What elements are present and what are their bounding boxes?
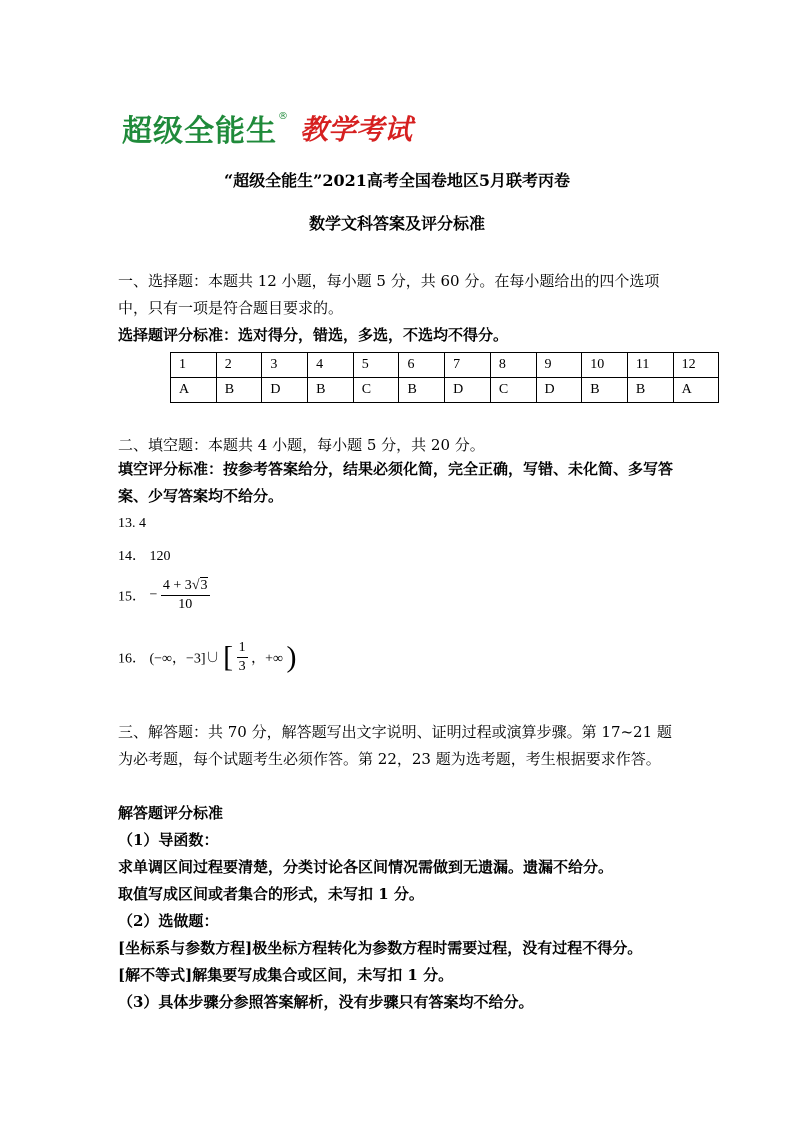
question-number-cell: 7 <box>445 353 491 378</box>
section2-intro: 二、填空题：本题共 4 小题，每小题 5 分，共 20 分。 <box>118 436 485 454</box>
answer-cell: B <box>399 378 445 403</box>
answer-14-number: 14． <box>118 549 146 564</box>
question-number-cell: 6 <box>399 353 445 378</box>
answer-16-fraction <box>237 640 248 675</box>
document-subtitle: 数学文科答案及评分标准 <box>308 214 485 233</box>
answer-16-number: 16． <box>118 651 146 667</box>
fraction-numerator: 1 <box>237 640 248 658</box>
question-number-cell: 8 <box>490 353 536 378</box>
document-title: “超级全能生”2021高考全国卷地区5月联考丙卷 <box>223 171 571 190</box>
fraction-denominator: 10 <box>178 597 193 612</box>
answer-16 <box>118 640 297 675</box>
section2-criteria: 填空评分标准：按参考答案给分，结果必须化简，完全正确，写错、未化简、多写答案、少写答案均不给分。 <box>118 460 674 505</box>
question-number-cell: 9 <box>536 353 582 378</box>
answer-cell: D <box>536 378 582 403</box>
question-number-cell: 3 <box>262 353 308 378</box>
answer-15-number: 15． <box>118 589 146 605</box>
registered-mark: ® <box>278 110 288 122</box>
section3-heading: 解答题评分标准 <box>118 804 224 822</box>
section3-intro: 三、解答题：共 70 分，解答题写出文字说明、证明过程或演算步骤。第 17~21 题为必考题，每个试题考生必须作答。第 22，23 题为选考题，考生根据要求作答。 <box>118 723 672 768</box>
answer-15-sign: − <box>149 587 158 603</box>
question-number-cell: 10 <box>582 353 628 378</box>
brand-logo <box>122 108 412 148</box>
answer-cell: C <box>490 378 536 403</box>
question-number-cell: 11 <box>627 353 673 378</box>
item2-title: （2）选做题： <box>118 912 219 930</box>
logo-brand-text: 超级全能生 <box>122 114 277 149</box>
question-number-cell: 12 <box>673 353 719 378</box>
question-number-cell: 2 <box>216 353 262 378</box>
item1-line1: 求单调区间过程要清楚，分类讨论各区间情况需做到无遗漏。遗漏不给分。 <box>118 858 614 876</box>
answer-15-fraction <box>161 578 210 613</box>
answer-cell: C <box>353 378 399 403</box>
answer-16-left-interval: (−∞，−3]∪ <box>149 651 220 667</box>
section1-criteria: 选择题评分标准：选对得分，错选，多选，不选均不得分。 <box>118 326 509 344</box>
answer-13: 13. 4 <box>118 516 146 531</box>
fraction-numerator <box>161 578 210 596</box>
item1-title: （1）导函数： <box>118 831 219 849</box>
answer-cell: B <box>308 378 354 403</box>
question-number-cell: 4 <box>308 353 354 378</box>
logo-sub-text: 教学考试 <box>300 113 413 146</box>
answer-cell: A <box>171 378 217 403</box>
item2-line2: [解不等式]解集要写成集合或区间，未写扣 1 分。 <box>118 966 454 984</box>
item3: （3）具体步骤分参照答案解析，没有步骤只有答案均不给分。 <box>118 993 534 1011</box>
item1-line2: 取值写成区间或者集合的形式，未写扣 1 分。 <box>118 885 424 903</box>
section1-intro: 一、选择题：本题共 12 小题，每小题 5 分，共 60 分。在每小题给出的四个选项中，只有一项是符合题目要求的。 <box>118 272 660 317</box>
answer-cell: A <box>673 378 719 403</box>
answer-cell: D <box>262 378 308 403</box>
sqrt-icon: √ <box>191 578 200 593</box>
answer-table-answer-row <box>171 378 719 403</box>
answer-16-right-interval: ，+∞ <box>251 651 283 667</box>
answer-cell: B <box>582 378 628 403</box>
answer-14 <box>118 545 171 565</box>
answer-table <box>170 352 719 403</box>
question-number-cell: 5 <box>353 353 399 378</box>
fraction-denominator: 3 <box>238 659 246 674</box>
answer-15 <box>118 578 210 613</box>
question-number-cell: 1 <box>171 353 217 378</box>
right-paren-icon: ) <box>286 640 297 674</box>
answer-14-value: 120 <box>149 549 171 564</box>
answer-cell: B <box>216 378 262 403</box>
left-bracket-icon: [ <box>223 640 234 674</box>
numerator-text: 4 + 3 <box>162 578 192 593</box>
answer-cell: D <box>445 378 491 403</box>
answer-table-number-row <box>171 353 719 378</box>
radicand: 3 <box>200 578 208 593</box>
answer-cell: B <box>627 378 673 403</box>
item2-line1: [坐标系与参数方程]极坐标方程转化为参数方程时需要过程，没有过程不得分。 <box>118 939 643 957</box>
